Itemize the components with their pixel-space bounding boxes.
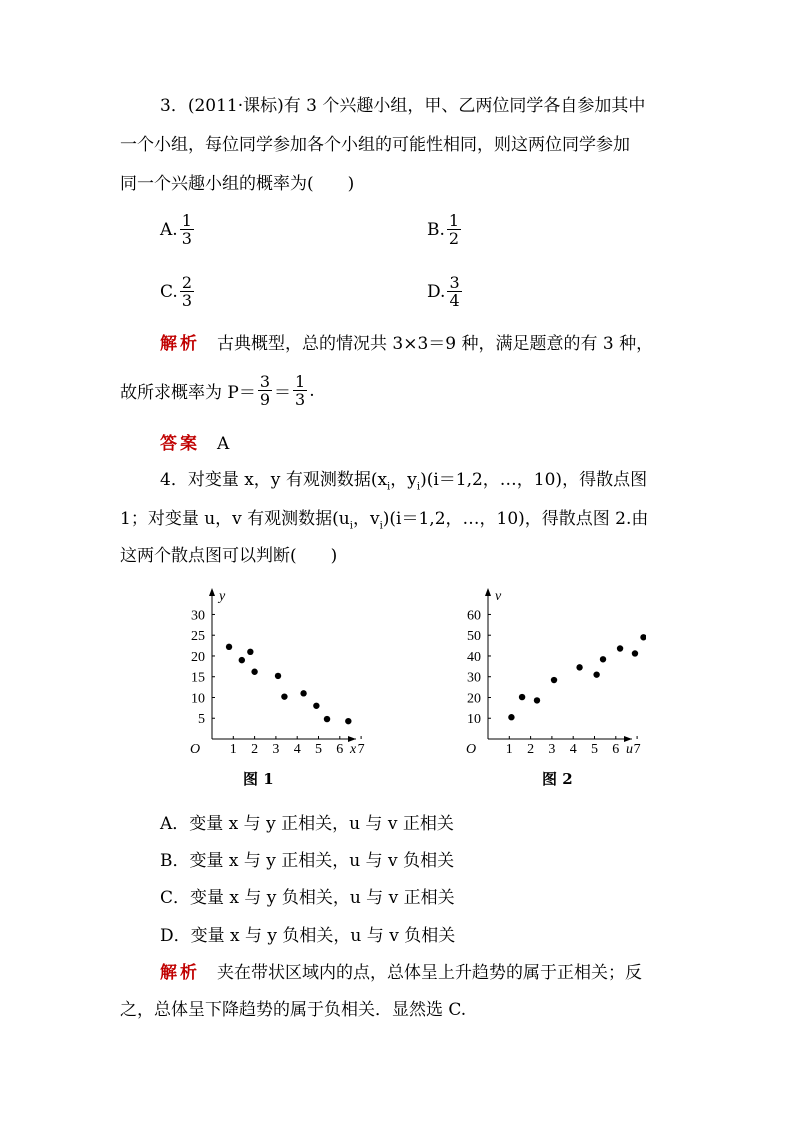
y-tick-label: 40 (467, 649, 481, 665)
q3-analysis-line-2 (120, 373, 315, 408)
fraction-denominator: 3 (295, 390, 306, 409)
y-tick-label: 15 (191, 670, 205, 686)
x-axis-label: x (350, 742, 357, 757)
q3-line-2: 一个小组，每位同学参加各个小组的可能性相同，则这两位同学参加 (120, 135, 630, 155)
q3-option-a[interactable] (160, 212, 196, 247)
q3-line-1: 3．(2011·课标)有 3 个兴趣小组，甲、乙两位同学各自参加其中 (160, 96, 646, 116)
scatter-point (300, 690, 306, 696)
x-tick-label: 5 (315, 742, 322, 757)
scatter-point (345, 718, 351, 724)
analysis-text: 夹在带状区域内的点，总体呈上升趋势的属于正相关；反 (200, 963, 642, 983)
x-tick-label: 7 (633, 742, 641, 757)
option-label: B. (427, 219, 445, 240)
q4-line-3: 这两个散点图可以判断( ) (120, 546, 338, 566)
fraction-numerator: 2 (181, 273, 192, 292)
x-tick-label: 6 (336, 742, 344, 757)
y-tick-label: 30 (191, 608, 205, 624)
q4-text-c: )(i＝1,2，…，10)，得散点图 2.由 (382, 509, 649, 529)
x-tick-label: 6 (612, 742, 620, 757)
fraction-denominator: 2 (448, 229, 460, 248)
scatter-point (324, 716, 330, 722)
y-tick-label: 20 (191, 649, 205, 665)
scatter-point (632, 650, 638, 656)
q4-option-d[interactable]: D．变量 x 与 y 负相关，u 与 v 负相关 (160, 926, 456, 946)
scatter-point (226, 644, 232, 650)
q3-option-b[interactable] (427, 212, 463, 247)
subscript: i (349, 520, 353, 532)
x-tick-label: 4 (569, 742, 577, 757)
option-fraction (180, 212, 194, 247)
scatter-point (247, 649, 253, 655)
answer-value: A (200, 434, 230, 454)
y-tick-label: 10 (467, 712, 481, 728)
y-axis-arrow (485, 588, 491, 596)
figure-1-caption: 图 1 (243, 770, 274, 788)
x-tick-label: 1 (505, 742, 513, 757)
figure-2-caption: 图 2 (542, 770, 573, 788)
q4-option-c[interactable]: C．变量 x 与 y 负相关，u 与 v 正相关 (160, 888, 455, 908)
q3-option-c[interactable] (160, 274, 196, 309)
y-tick-label: 25 (191, 629, 205, 645)
scatter-point (551, 677, 557, 683)
x-tick-label: 2 (527, 742, 535, 757)
analysis-text: 古典概型，总的情况共 3×3＝9 种，满足题意的有 3 种， (200, 334, 654, 354)
q4-option-b[interactable]: B．变量 x 与 y 正相关，u 与 v 负相关 (160, 851, 455, 871)
option-fraction (447, 274, 461, 309)
scatter-plot-2-svg (446, 580, 646, 780)
x-axis-label: u (626, 742, 633, 757)
fraction-numerator: 1 (295, 372, 306, 391)
y-tick-label: 30 (467, 670, 481, 686)
q3-line-3: 同一个兴趣小组的概率为( ) (120, 174, 355, 194)
scatter-point (534, 697, 540, 703)
y-tick-label: 20 (467, 691, 481, 707)
scatter-point (508, 714, 514, 720)
analysis-label: 解析 (160, 963, 200, 983)
analysis-label: 解析 (160, 334, 200, 354)
option-fraction (180, 274, 194, 309)
q4-text-b: ，y (390, 470, 417, 490)
x-tick-label: 4 (293, 742, 301, 757)
option-fraction (447, 212, 461, 247)
fraction-numerator: 3 (259, 372, 271, 391)
q4-text-b: ，v (352, 509, 380, 529)
x-tick-label: 1 (229, 742, 237, 757)
q3-option-d[interactable] (427, 274, 464, 309)
q4-line-1 (160, 470, 647, 497)
x-tick-label: 5 (591, 742, 598, 757)
y-axis-label: y (219, 589, 226, 604)
scatter-plot-1-svg (170, 580, 370, 780)
q4-analysis-line-2: 之，总体呈下降趋势的属于负相关．显然选 C. (120, 1000, 467, 1020)
q4-text-a: 1；对变量 u，v 有观测数据(u (120, 509, 350, 529)
x-tick-label: 7 (357, 742, 365, 757)
y-tick-label: 50 (467, 629, 481, 645)
analysis-end: . (309, 380, 315, 401)
fraction-denominator: 9 (259, 390, 271, 409)
scatter-point (313, 703, 319, 709)
analysis-fraction-2 (293, 373, 307, 408)
scatter-point (275, 673, 281, 679)
q4-text-a: 4．对变量 x，y 有观测数据(x (160, 470, 388, 490)
x-tick-label: 2 (251, 742, 259, 757)
q4-analysis-line-1 (160, 963, 642, 983)
scatter-point (600, 656, 606, 662)
y-tick-label: 5 (198, 712, 205, 728)
scatter-point (251, 669, 257, 675)
origin-label: O (190, 742, 201, 757)
subscript: i (416, 481, 421, 493)
y-axis-label: v (495, 589, 502, 604)
scatter-point (519, 694, 525, 700)
fraction-denominator: 4 (449, 291, 460, 310)
subscript: i (379, 520, 383, 532)
y-axis-arrow (209, 588, 215, 596)
x-tick-label: 3 (272, 742, 280, 757)
analysis-fraction-1 (258, 373, 272, 408)
analysis-prefix: 故所求概率为 P＝ (120, 383, 256, 403)
origin-label: O (466, 742, 477, 757)
q4-option-a[interactable]: A．变量 x 与 y 正相关，u 与 v 正相关 (160, 814, 454, 834)
analysis-equals: ＝ (274, 383, 292, 403)
option-label: D. (427, 281, 446, 302)
scatter-point (281, 693, 287, 699)
fraction-denominator: 3 (181, 229, 192, 248)
scatter-point (593, 671, 599, 677)
fraction-numerator: 3 (449, 273, 460, 292)
answer-label: 答案 (160, 434, 200, 454)
q4-line-2 (120, 509, 648, 536)
fraction-numerator: 1 (448, 211, 460, 230)
fraction-denominator: 3 (181, 291, 192, 310)
q3-answer (160, 434, 229, 454)
y-tick-label: 60 (467, 608, 481, 624)
scatter-point (617, 645, 623, 651)
subscript: i (387, 481, 391, 493)
y-tick-label: 10 (191, 691, 205, 707)
option-label: C. (160, 281, 178, 302)
scatter-point (576, 664, 582, 670)
scatter-point (239, 657, 245, 663)
x-tick-label: 3 (548, 742, 556, 757)
fraction-numerator: 1 (181, 211, 192, 230)
q3-analysis-line-1 (160, 334, 653, 354)
scatter-point (640, 634, 646, 640)
q4-text-c: )(i＝1,2，…，10)，得散点图 (420, 470, 648, 490)
option-label: A. (160, 219, 178, 240)
